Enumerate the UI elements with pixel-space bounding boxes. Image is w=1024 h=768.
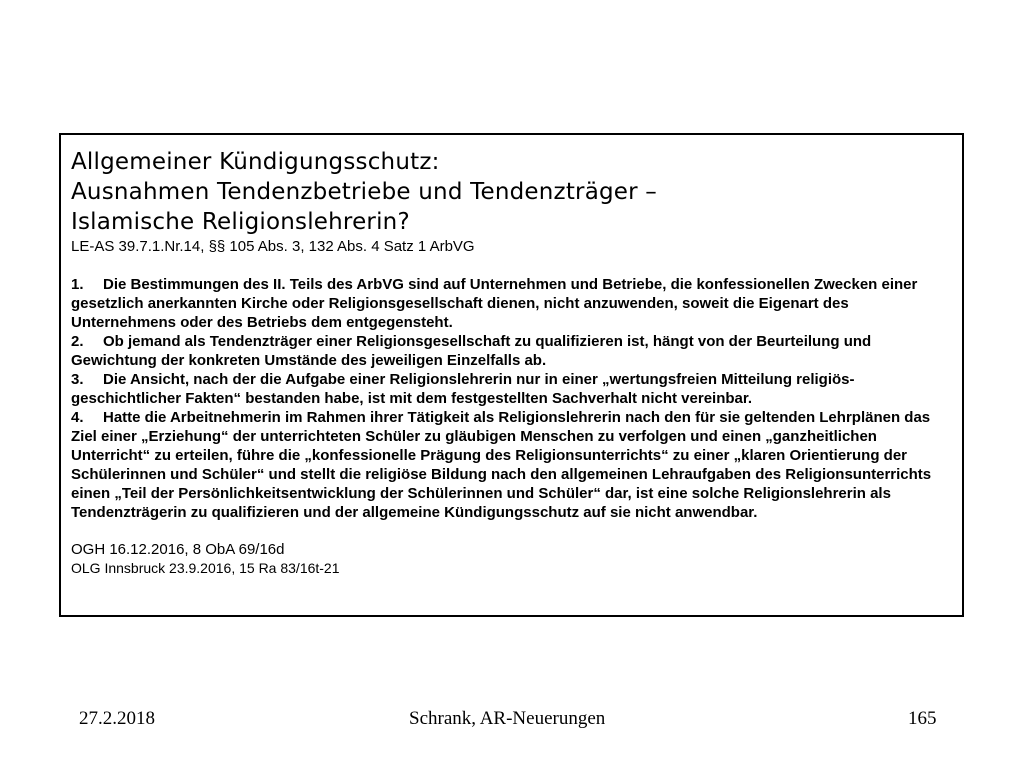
- point-number: 4.: [71, 409, 84, 426]
- title-line-3: Islamische Religionslehrerin?: [71, 209, 410, 235]
- point-2: [71, 332, 952, 370]
- legal-reference: LE-AS 39.7.1.Nr.14, §§ 105 Abs. 3, 132 Abs. 4 Satz 1 ArbVG: [71, 238, 475, 255]
- spacer: [71, 257, 952, 275]
- point-1: [71, 275, 952, 332]
- footer-author-title: Schrank, AR-Neuerungen: [409, 708, 606, 729]
- point-4: [71, 408, 952, 522]
- point-number: 1.: [71, 276, 84, 293]
- point-text: Hatte die Arbeitnehmerin im Rahmen ihrer Tätigkeit als Religionslehrerin nach den für sie geltenden Lehrplänen das Ziel einer „Erziehung“ der unterrichteten Schüler zu gläubigen Menschen zu verfolgen und einen „ganzheitlichen Unterricht“ zu erteilen, führe die „konfessionelle Prägung des Religionsunterrichts“ zu einer „klaren Orientierung der Schülerinnen und Schüler“ und stellt die religiöse Bildung nach den allgemeinen Lehraufgaben des Religionsunterrichts einen „Teil der Persönlichkeitsentwicklung der Schülerinnen und Schüler“ dar, ist eine solche Religionslehrerin als Tendenzträgerin zu qualifizieren und der allgemeine Kündigungsschutz auf sie nicht anwendbar.: [71, 409, 932, 521]
- page-number: 165: [908, 708, 937, 729]
- content-box: [59, 133, 964, 617]
- title-line-1: Allgemeiner Kündigungsschutz:: [71, 149, 440, 175]
- point-text: Die Bestimmungen des II. Teils des ArbVG sind auf Unternehmen und Betriebe, die konfessionellen Zwecken einer gesetzlich anerkannten Kirche oder Religionsgesellschaft dienen, nicht anzuwenden, soweit die Eigenart des Unternehmens oder des Betriebs dem entgegensteht.: [71, 276, 918, 331]
- point-text: Ob jemand als Tendenzträger einer Religionsgesellschaft zu qualifizieren ist, hängt von der Beurteilung und Gewichtung der konkreten Umstände des jeweiligen Einzelfalls ab.: [71, 333, 872, 369]
- point-text: Die Ansicht, nach der die Aufgabe einer Religionslehrerin nur in einer „wertungsfreien Mitteilung religiös-geschichtlicher Fakten“ bestanden habe, ist mit dem festgestellten Sachverhalt nicht vereinbar.: [71, 371, 855, 407]
- spacer: [71, 522, 952, 540]
- point-number: 2.: [71, 333, 84, 350]
- title-line-2: Ausnahmen Tendenzbetriebe und Tendenzträger –: [71, 179, 657, 205]
- footer-date: 27.2.2018: [79, 708, 155, 729]
- court-decision-ogh: OGH 16.12.2016, 8 ObA 69/16d: [71, 541, 285, 558]
- point-3: [71, 370, 952, 408]
- court-decision-olg: OLG Innsbruck 23.9.2016, 15 Ra 83/16t-21: [71, 560, 340, 576]
- point-number: 3.: [71, 371, 84, 388]
- content-box-inner: [71, 147, 952, 577]
